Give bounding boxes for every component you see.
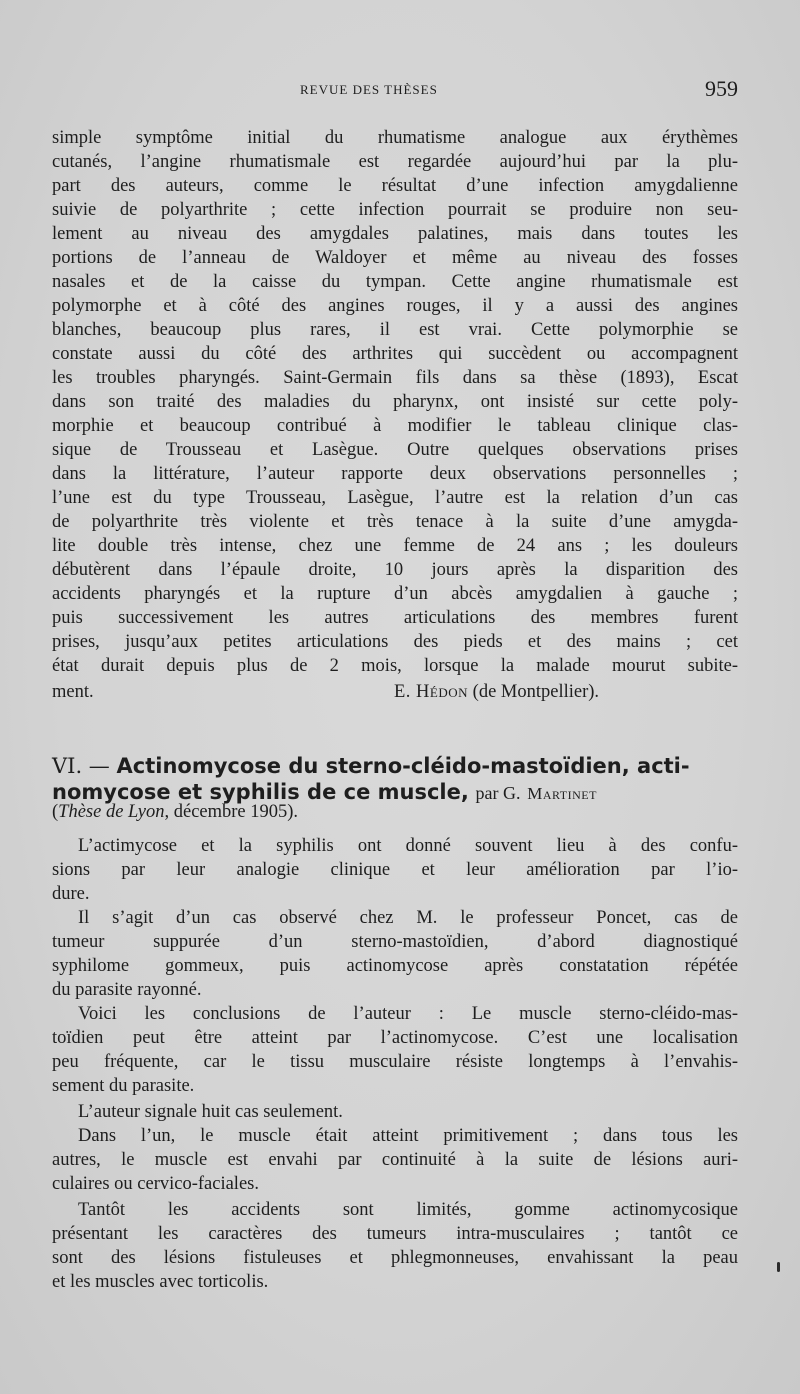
text-line: constate aussi du côté des arthrites qui succèdent ou accompagnent	[52, 344, 738, 364]
text-line: cutanés, l’angine rhumatismale est regardée aujourd’hui par la plu-	[52, 152, 738, 172]
text-line: débutèrent dans l’épaule droite, 10 jours après la disparition des	[52, 560, 738, 580]
text-line: L’actimycose et la syphilis ont donné souvent lieu à des confu-	[78, 836, 738, 856]
article-title-part2: nomycose et syphilis de ce muscle,	[52, 780, 469, 804]
text-line: syphilome gommeux, puis actinomycose après constatation répétée	[52, 956, 738, 976]
text-line: puis successivement les autres articulations des membres furent	[52, 608, 738, 628]
thesis-reference: (Thèse de Lyon, décembre 1905).	[52, 802, 299, 822]
text-line: morphie et beaucoup contribué à modifier le tableau clinique clas-	[52, 416, 738, 436]
signature-line	[52, 680, 738, 704]
text-line: l’une est du type Trousseau, Lasègue, l’autre est la relation d’un cas	[52, 488, 738, 508]
thesis-title: Thèse de Lyon	[58, 802, 165, 822]
signature	[394, 680, 599, 704]
article-heading	[52, 752, 742, 780]
text-line: du parasite rayonné.	[52, 980, 202, 1000]
text-line: les troubles pharyngés. Saint-Germain fils dans sa thèse (1893), Escat	[52, 368, 738, 388]
text-line: blanches, beaucoup plus rares, il est vrai. Cette polymorphie se	[52, 320, 738, 340]
text-line: peu fréquente, car le tissu musculaire résiste longtemps à l’envahis-	[52, 1052, 738, 1072]
text-line: prises, jusqu’aux petites articulations des pieds et des mains ; cet	[52, 632, 738, 652]
article-number: VI. —	[52, 754, 110, 778]
text-line: Il s’agit d’un cas observé chez M. le professeur Poncet, cas de	[78, 908, 738, 928]
text-line: et les muscles avec torticolis.	[52, 1272, 269, 1292]
text-line: suivie de polyarthrite ; cette infection pourrait se produire non seu-	[52, 200, 738, 220]
running-title: REVUE DES THÈSES	[300, 82, 438, 97]
text-line: sement du parasite.	[52, 1076, 195, 1096]
text-line: sont des lésions fistuleuses et phlegmonneuses, envahissant la peau	[52, 1248, 738, 1268]
byline-par: par G.	[475, 783, 521, 803]
text-line: lement au niveau des amygdales palatines, mais dans toutes les	[52, 224, 738, 244]
text-line: accidents pharyngés et la rupture d’un abcès amygdalien à gauche ;	[52, 584, 738, 604]
text-line: nasales et de la caisse du tympan. Cette angine rhumatismale est	[52, 272, 738, 292]
text-line: toïdien peut être atteint par l’actinomycose. C’est une localisation	[52, 1028, 738, 1048]
text-line: sique de Trousseau et Lasègue. Outre quelques observations prises	[52, 440, 738, 460]
page-header	[0, 76, 800, 104]
text-line-end: ment.	[52, 682, 94, 702]
text-line: lite double très intense, chez une femme de 24 ans ; les douleurs	[52, 536, 738, 556]
text-line: Dans l’un, le muscle était atteint primitivement ; dans tous les	[78, 1126, 738, 1146]
text-line: sions par leur analogie clinique et leur amélioration par l’io-	[52, 860, 738, 880]
margin-mark	[777, 1262, 780, 1272]
text-line: autres, le muscle est envahi par continuité à la suite de lésions auri-	[52, 1150, 738, 1170]
page-number: 959	[705, 76, 738, 101]
signature-name: E. Hédon	[394, 682, 469, 702]
text-line: L’auteur signale huit cas seulement.	[78, 1102, 343, 1122]
text-line: dure.	[52, 884, 90, 904]
text-line: de polyarthrite très violente et très tenace à la suite d’une amygda-	[52, 512, 738, 532]
text-line: part des auteurs, comme le résultat d’une infection amygdalienne	[52, 176, 738, 196]
text-line: tumeur suppurée d’un sterno-mastoïdien, d’abord diagnostiqué	[52, 932, 738, 952]
signature-place: (de Montpellier).	[472, 682, 600, 702]
text-line: présentant les caractères des tumeurs intra-musculaires ; tantôt ce	[52, 1224, 738, 1244]
text-line: portions de l’anneau de Waldoyer et même au niveau des fosses	[52, 248, 738, 268]
article-title-part1: Actinomycose du sterno-cléido-mastoïdien, acti-	[116, 754, 690, 778]
text-line: simple symptôme initial du rhumatisme analogue aux érythèmes	[52, 128, 738, 148]
text-line: Tantôt les accidents sont limités, gomme actinomycosique	[78, 1200, 738, 1220]
text-line: polymorphe et à côté des angines rouges, il y a aussi des angines	[52, 296, 738, 316]
text-line: culaires ou cervico-faciales.	[52, 1174, 259, 1194]
thesis-date: , décembre 1905).	[164, 802, 299, 822]
text-line: dans son traité des maladies du pharynx, ont insisté sur cette poly-	[52, 392, 738, 412]
text-line: état durait depuis plus de 2 mois, lorsque la malade mourut subite-	[52, 656, 738, 676]
text-line: Voici les conclusions de l’auteur : Le muscle sterno-cléido-mas-	[78, 1004, 738, 1024]
text-line: dans la littérature, l’auteur rapporte deux observations personnelles ;	[52, 464, 738, 484]
author-name: Martinet	[527, 784, 597, 803]
